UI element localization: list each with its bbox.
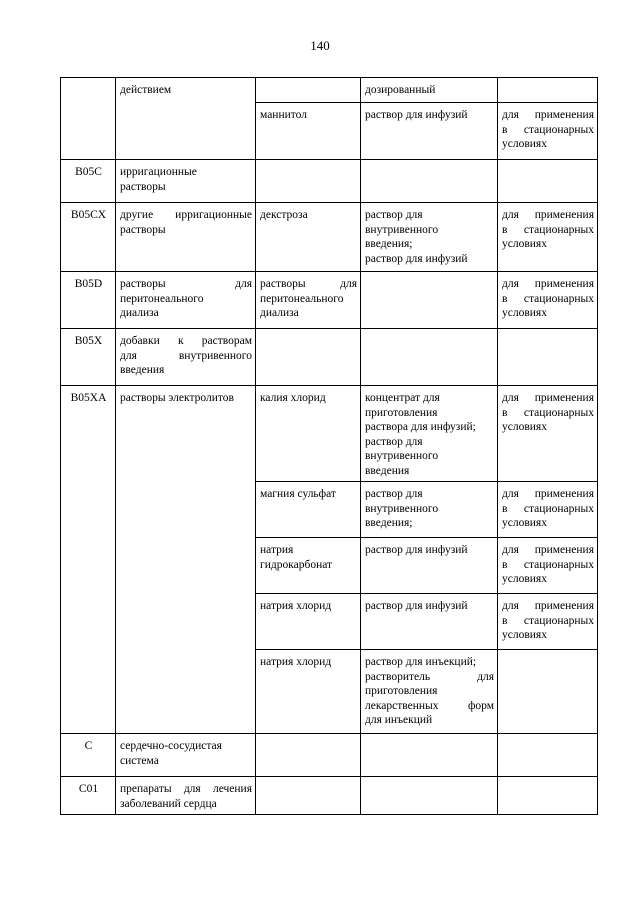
group-cell: препараты для лечения заболеваний сердца <box>116 777 256 815</box>
atc-code-cell: B05X <box>61 329 116 386</box>
atc-code-cell: C01 <box>61 777 116 815</box>
dosage-form-cell: раствор для инфузий <box>361 594 498 650</box>
note-cell <box>498 777 598 815</box>
table-row <box>61 160 598 203</box>
dosage-form-cell <box>361 329 498 386</box>
substance-cell: калия хлорид <box>256 386 361 482</box>
substance-cell <box>256 160 361 203</box>
substance-cell <box>256 734 361 777</box>
note-cell: для применения в стационарных условиях <box>498 103 598 160</box>
note-cell: для применения в стационарных условиях <box>498 594 598 650</box>
substance-cell <box>256 777 361 815</box>
group-cell: действием <box>116 78 256 160</box>
atc-code-cell: B05D <box>61 272 116 329</box>
dosage-form-cell: раствор для внутривенного введения; раствор для инфузий <box>361 203 498 272</box>
substance-cell: маннитол <box>256 103 361 160</box>
table-row <box>61 203 598 272</box>
dosage-form-cell <box>361 160 498 203</box>
dosage-form-cell: раствор для инфузий <box>361 538 498 594</box>
note-cell: для применения в стационарных условиях <box>498 272 598 329</box>
group-cell: растворы для перитонеального диализа <box>116 272 256 329</box>
page-number: 140 <box>310 38 330 53</box>
table-row <box>61 734 598 777</box>
substance-cell: декстроза <box>256 203 361 272</box>
dosage-form-cell: дозированный <box>361 78 498 103</box>
note-cell: для применения в стационарных условиях <box>498 482 598 538</box>
note-cell: для применения в стационарных условиях <box>498 538 598 594</box>
dosage-form-cell <box>361 777 498 815</box>
group-cell: ирригационные растворы <box>116 160 256 203</box>
note-cell <box>498 160 598 203</box>
table-row <box>61 777 598 815</box>
substance-cell: натрия хлорид <box>256 594 361 650</box>
dosage-form-cell <box>361 272 498 329</box>
substance-cell: натрия гидрокарбонат <box>256 538 361 594</box>
drug-classification-table <box>60 77 598 815</box>
dosage-form-cell: раствор для внутривенного введения; <box>361 482 498 538</box>
dosage-form-cell: раствор для инфузий <box>361 103 498 160</box>
table-row <box>61 272 598 329</box>
group-cell: сердечно-сосудистая система <box>116 734 256 777</box>
table-row <box>61 78 598 103</box>
group-cell: добавки к растворам для внутривенного введения <box>116 329 256 386</box>
note-cell <box>498 329 598 386</box>
substance-cell: натрия хлорид <box>256 650 361 734</box>
dosage-form-cell: раствор для инъекций; растворитель для приготовления лекарственных форм для инъекций <box>361 650 498 734</box>
substance-cell: магния сульфат <box>256 482 361 538</box>
note-cell: для применения в стационарных условиях <box>498 203 598 272</box>
atc-code-cell: B05CX <box>61 203 116 272</box>
note-cell <box>498 78 598 103</box>
table-row <box>61 386 598 482</box>
substance-cell <box>256 329 361 386</box>
atc-code-cell: C <box>61 734 116 777</box>
group-cell: растворы электролитов <box>116 386 256 734</box>
substance-cell: растворы для перитонеального диализа <box>256 272 361 329</box>
group-cell: другие ирригационные растворы <box>116 203 256 272</box>
note-cell <box>498 650 598 734</box>
note-cell <box>498 734 598 777</box>
dosage-form-cell: концентрат для приготовления раствора для инфузий; раствор для внутривенного введения <box>361 386 498 482</box>
dosage-form-cell <box>361 734 498 777</box>
atc-code-cell: B05XA <box>61 386 116 734</box>
substance-cell <box>256 78 361 103</box>
atc-code-cell: B05C <box>61 160 116 203</box>
atc-code-cell <box>61 78 116 160</box>
table-row <box>61 329 598 386</box>
note-cell: для применения в стационарных условиях <box>498 386 598 482</box>
